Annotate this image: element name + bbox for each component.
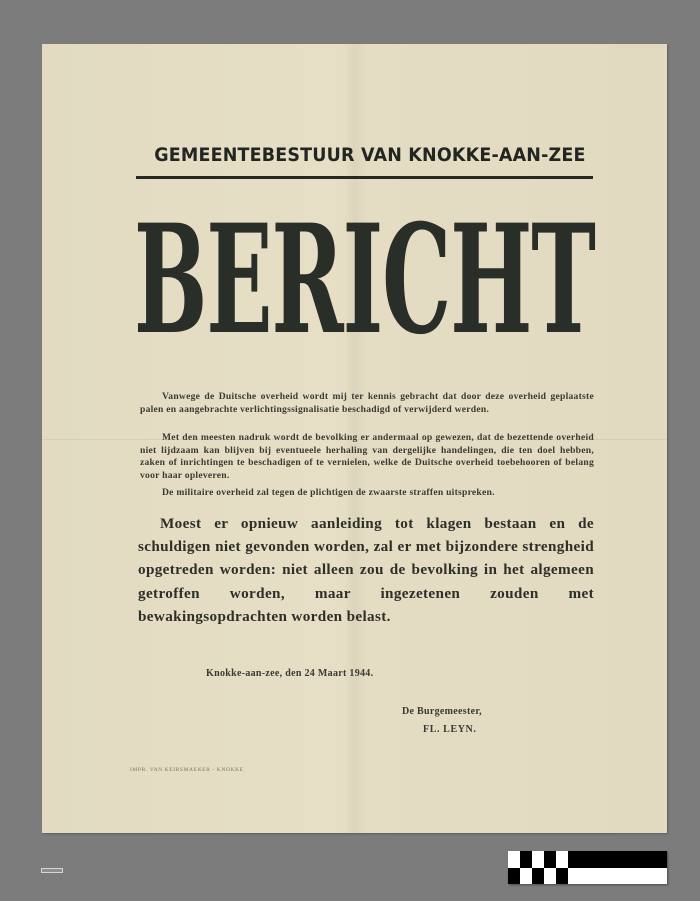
signature-name: FL. LEYN. xyxy=(423,724,477,735)
calibration-bar xyxy=(508,851,667,884)
warning-paragraph xyxy=(138,512,594,628)
poster-sheet xyxy=(42,44,667,833)
calibration-cell xyxy=(508,868,520,884)
printer-imprint: IMPR. VAN KEIRSMAEKER - KNOKKE xyxy=(130,767,244,773)
poster-title-text: BERICHT xyxy=(133,192,595,368)
calibration-cell xyxy=(568,851,667,868)
header-divider xyxy=(136,176,593,179)
paragraph-2 xyxy=(140,432,594,482)
signature-title: De Burgemeester, xyxy=(402,706,482,717)
paragraph-3 xyxy=(140,487,594,500)
calibration-cell xyxy=(508,851,520,868)
calibration-cell xyxy=(532,868,544,884)
calibration-cell xyxy=(520,851,532,868)
calibration-cell xyxy=(520,868,532,884)
scale-marker xyxy=(41,868,63,873)
warning-paragraph-text: Moest er opnieuw aanleiding tot klagen bestaan en de schuldigen niet gevonden worden, zal er met bijzondere strengheid opgetreden worden: niet alleen zou de bevolking in het algemeen getroffen worden, maar ingezetenen zouden met bewakingsopdrachten worden belast. xyxy=(138,515,594,625)
date-line: Knokke-aan-zee, den 24 Maart 1944. xyxy=(206,668,374,679)
paragraph-1 xyxy=(140,391,594,416)
calibration-cell xyxy=(544,868,556,884)
paragraph-2-text: Met den meesten nadruk wordt de bevolking er andermaal op gewezen, dat de bezettende overheid niet lijdzaam kan blijven bij eventueele herhaling van dergelijke handelingen, die ten doel hebben, zaken of inrichtingen te beschadigen of te vernielen, welke de Duitsche overheid toebehooren of belang voor haar opleveren. xyxy=(140,432,594,481)
calibration-cell xyxy=(556,851,568,868)
calibration-cell xyxy=(568,868,667,884)
paragraph-3-text: De militaire overheid zal tegen de plichtigen de zwaarste straffen uitspreken. xyxy=(162,487,495,498)
municipality-header: GEMEENTEBESTUUR VAN KNOKKE-AAN-ZEE xyxy=(154,144,586,166)
paragraph-1-text: Vanwege de Duitsche overheid wordt mij ter kennis gebracht dat door deze overheid geplaatste palen en aangebrachte verlichtingssignalisatie beschadigd of verwijderd werden. xyxy=(140,391,594,415)
calibration-cell xyxy=(556,868,568,884)
calibration-cell xyxy=(532,851,544,868)
poster-title xyxy=(133,192,595,368)
calibration-cell xyxy=(544,851,556,868)
